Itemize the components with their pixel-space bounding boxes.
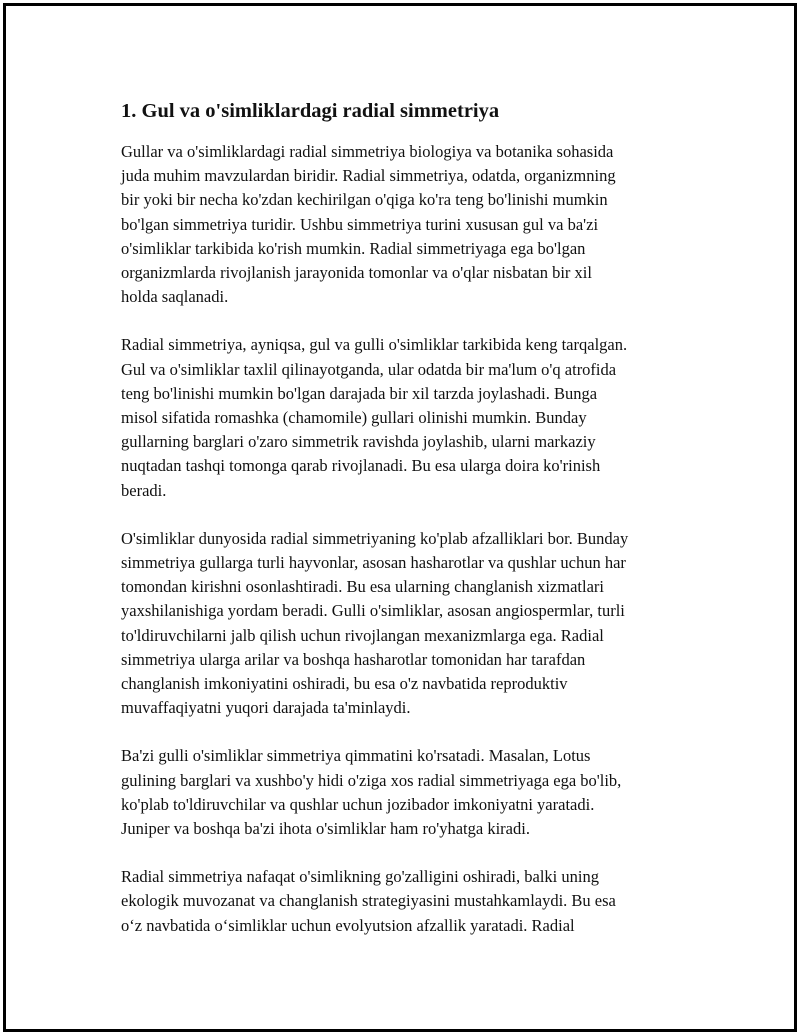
text-line: muvaffaqiyatni yuqori darajada ta'minlaydi. bbox=[121, 698, 411, 718]
text-line: tomondan kirishni osonlashtiradi. Bu esa ularning changlanish xizmatlari bbox=[121, 577, 604, 597]
text-line: bir yoki bir necha ko'zdan kechirilgan o'qiga ko'ra teng bo'linishi mumkin bbox=[121, 190, 608, 210]
text-line: gulining barglari va xushbo'y hidi o'ziga xos radial simmetriyaga ega bo'lib, bbox=[121, 770, 622, 790]
text-line: holda saqlanadi. bbox=[121, 287, 229, 307]
text-line: juda muhim mavzulardan biridir. Radial simmetriya, odatda, organizmning bbox=[121, 166, 616, 186]
text-line: gullarning barglari o'zaro simmetrik ravishda joylashib, ularni markaziy bbox=[121, 432, 596, 452]
text-line: ekologik muvozanat va changlanish strategiyasini mustahkamlaydi. Bu esa bbox=[121, 891, 616, 911]
text-line: o‘z navbatida o‘simliklar uchun evolyutsion afzallik yaratadi. Radial bbox=[121, 915, 575, 935]
text-line: misol sifatida romashka (chamomile) gullari olinishi mumkin. Bunday bbox=[121, 408, 587, 428]
text-line: to'ldiruvchilarni jalb qilish uchun rivojlangan mexanizmlarga ega. Radial bbox=[121, 625, 604, 645]
paragraph-2 bbox=[121, 333, 701, 502]
paragraph-1 bbox=[121, 140, 701, 309]
text-line: o'simliklar tarkibida ko'rish mumkin. Radial simmetriyaga ega bo'lgan bbox=[121, 238, 586, 258]
text-line: Radial simmetriya, ayniqsa, gul va gulli o'simliklar tarkibida keng tarqalgan. bbox=[121, 335, 628, 355]
text-line: O'simliklar dunyosida radial simmetriyaning ko'plab afzalliklari bor. Bunday bbox=[121, 528, 629, 548]
text-line: nuqtadan tashqi tomonga qarab rivojlanadi. Bu esa ularga doira ko'rinish bbox=[121, 456, 601, 476]
text-line: Gullar va o'simliklardagi radial simmetriya biologiya va botanika sohasida bbox=[121, 142, 614, 161]
text-line: Ba'zi gulli o'simliklar simmetriya qimmatini ko'rsatadi. Masalan, Lotus bbox=[121, 746, 591, 766]
paragraph-4 bbox=[121, 744, 701, 841]
page-frame bbox=[3, 3, 797, 1032]
text-line: simmetriya gullarga turli hayvonlar, asosan hasharotlar va qushlar uchun har bbox=[121, 553, 626, 573]
text-line: Juniper va boshqa ba'zi ihota o'simliklar ham ro'yhatga kiradi. bbox=[121, 819, 530, 839]
text-line: changlanish imkoniyatini oshiradi, bu esa o'z navbatida reproduktiv bbox=[121, 674, 568, 694]
document-body bbox=[121, 98, 701, 962]
text-line: Radial simmetriya nafaqat o'simlikning go'zalligini oshiradi, balki uning bbox=[121, 867, 599, 887]
text-line: beradi. bbox=[121, 480, 167, 500]
text-line: ko'plab to'ldiruvchilar va qushlar uchun jozibador imkoniyatni yaratadi. bbox=[121, 794, 595, 814]
text-line: yaxshilanishiga yordam beradi. Gulli o'simliklar, asosan angiospermlar, turli bbox=[121, 601, 625, 621]
text-line: bo'lgan simmetriya turidir. Ushbu simmetriya turini xususan gul va ba'zi bbox=[121, 214, 599, 234]
text-line: teng bo'linishi mumkin bo'lgan darajada bir xil tarzda joylashadi. Bunga bbox=[121, 383, 598, 403]
text-line: organizmlarda rivojlanish jarayonida tomonlar va o'qlar nisbatan bir xil bbox=[121, 263, 592, 283]
text-line: simmetriya ularga arilar va boshqa hasharotlar tomonidan har tarafdan bbox=[121, 649, 586, 669]
text-line: Gul va o'simliklar taxlil qilinayotganda, ular odatda bir ma'lum o'q atrofida bbox=[121, 359, 617, 379]
paragraph-5 bbox=[121, 865, 701, 938]
paragraph-3 bbox=[121, 527, 701, 721]
section-heading: 1. Gul va o'simliklardagi radial simmetriya bbox=[121, 100, 500, 122]
